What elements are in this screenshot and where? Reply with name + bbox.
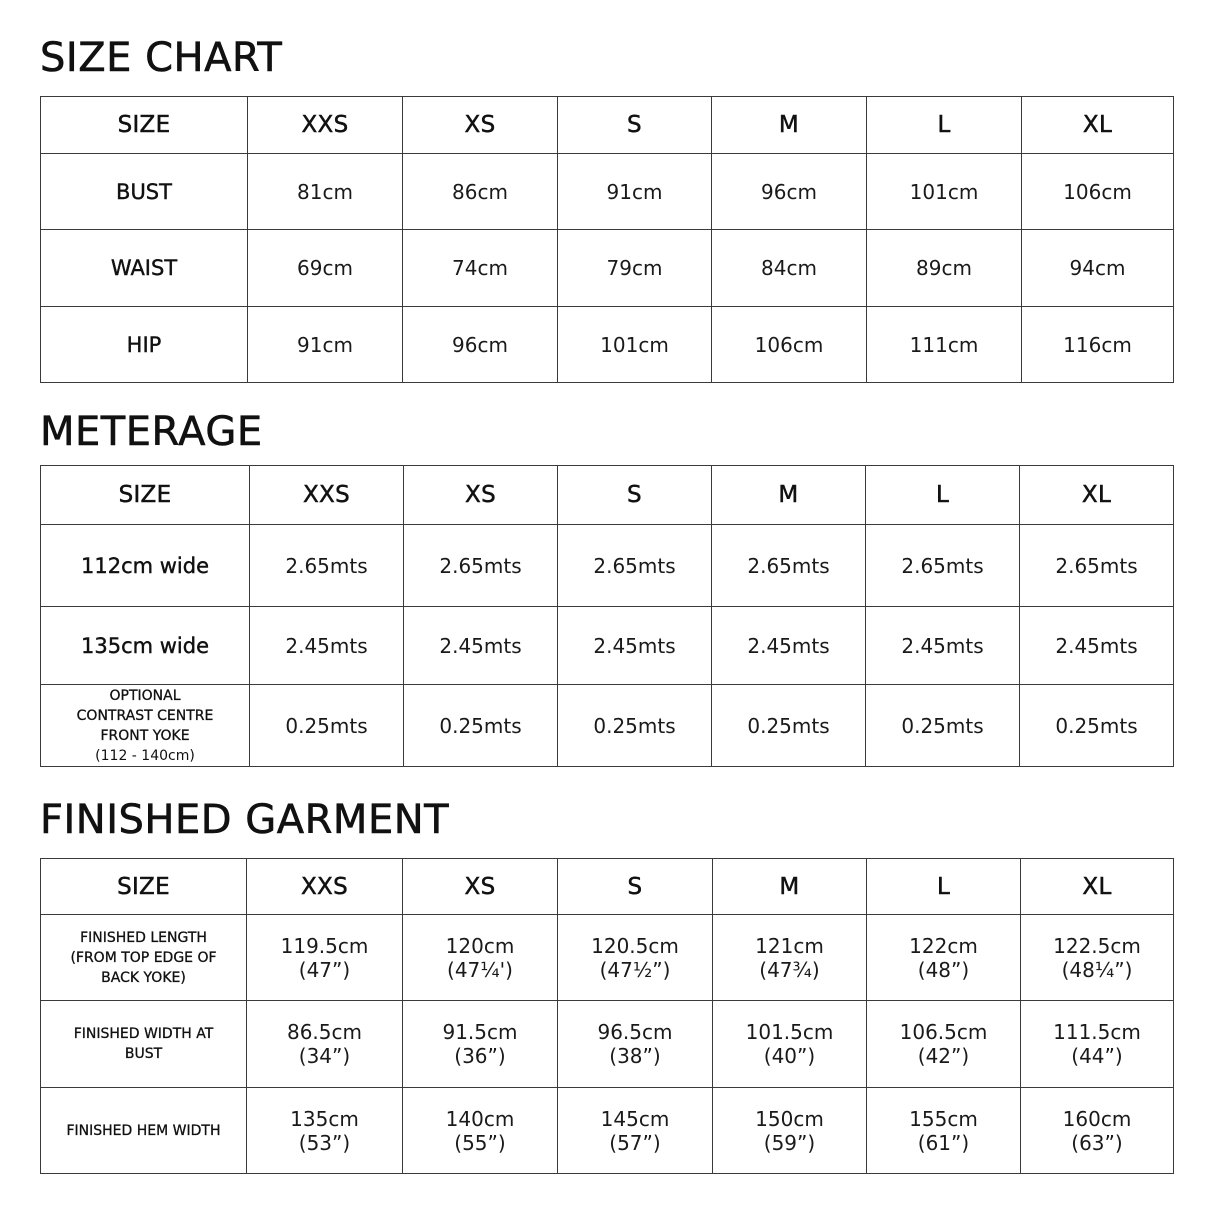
value-cell: 2.65mts xyxy=(404,525,558,607)
table-row-hip xyxy=(41,307,1174,383)
table-row-contrast-yoke xyxy=(41,685,1174,767)
value-cell: 69cm xyxy=(248,230,403,307)
value-cell: 2.45mts xyxy=(712,607,866,685)
value-cell: 0.25mts xyxy=(712,685,866,767)
header-cell-size: SIZE xyxy=(41,859,247,915)
size-chart-title: SIZE CHART xyxy=(40,35,283,81)
value-cell: 89cm xyxy=(867,230,1022,307)
meterage-title: METERAGE xyxy=(40,409,263,455)
header-cell-size: SIZE xyxy=(41,97,248,154)
row-label-finished-hem-width: FINISHED HEM WIDTH xyxy=(41,1088,247,1174)
header-cell-xs: XS xyxy=(404,466,558,525)
value-cell: 101cm xyxy=(558,307,712,383)
row-label-135cm-wide: 135cm wide xyxy=(41,607,250,685)
value-cell: 135cm (53”) xyxy=(247,1088,403,1174)
value-cell: 86.5cm (34”) xyxy=(247,1001,403,1088)
header-cell-l: L xyxy=(867,859,1021,915)
row-label-contrast-yoke: OPTIONAL CONTRAST CENTRE FRONT YOKE (112 - 140cm) xyxy=(41,685,250,767)
value-cell: 122.5cm (48¼”) xyxy=(1021,915,1174,1001)
finished-garment-table xyxy=(40,858,1174,1174)
finished-garment-title: FINISHED GARMENT xyxy=(40,797,450,843)
value-cell: 145cm (57”) xyxy=(558,1088,713,1174)
header-cell-xl: XL xyxy=(1021,859,1174,915)
row-label-112cm-wide: 112cm wide xyxy=(41,525,250,607)
row-label-finished-length: FINISHED LENGTH (FROM TOP EDGE OF BACK YOKE) xyxy=(41,915,247,1001)
value-cell: 74cm xyxy=(403,230,558,307)
header-cell-xs: XS xyxy=(403,97,558,154)
header-cell-xxs: XXS xyxy=(248,97,403,154)
table-row-finished-hem-width xyxy=(41,1088,1174,1174)
value-cell: 2.65mts xyxy=(866,525,1020,607)
value-cell: 155cm (61”) xyxy=(867,1088,1021,1174)
value-cell: 2.45mts xyxy=(866,607,1020,685)
table-row-112cm xyxy=(41,525,1174,607)
table-row-finished-width-bust xyxy=(41,1001,1174,1088)
value-cell: 0.25mts xyxy=(250,685,404,767)
value-cell: 2.45mts xyxy=(558,607,712,685)
meterage-table xyxy=(40,465,1174,767)
value-cell: 0.25mts xyxy=(404,685,558,767)
header-cell-s: S xyxy=(558,859,713,915)
value-cell: 122cm (48”) xyxy=(867,915,1021,1001)
value-cell: 101cm xyxy=(867,154,1022,230)
value-cell: 81cm xyxy=(248,154,403,230)
value-cell: 2.45mts xyxy=(250,607,404,685)
value-cell: 96cm xyxy=(403,307,558,383)
table-row-135cm xyxy=(41,607,1174,685)
header-cell-xxs: XXS xyxy=(247,859,403,915)
value-cell: 101.5cm (40”) xyxy=(713,1001,867,1088)
value-cell: 150cm (59”) xyxy=(713,1088,867,1174)
value-cell: 2.45mts xyxy=(1020,607,1174,685)
header-cell-size: SIZE xyxy=(41,466,250,525)
value-cell: 0.25mts xyxy=(1020,685,1174,767)
header-cell-xxs: XXS xyxy=(250,466,404,525)
row-label-finished-width-bust: FINISHED WIDTH AT BUST xyxy=(41,1001,247,1088)
value-cell: 2.65mts xyxy=(558,525,712,607)
value-cell: 79cm xyxy=(558,230,712,307)
value-cell: 0.25mts xyxy=(866,685,1020,767)
table-row-waist xyxy=(41,230,1174,307)
size-chart-header-row xyxy=(41,97,1174,154)
value-cell: 91.5cm (36”) xyxy=(403,1001,558,1088)
value-cell: 120cm (47¼') xyxy=(403,915,558,1001)
value-cell: 111cm xyxy=(867,307,1022,383)
value-cell: 160cm (63”) xyxy=(1021,1088,1174,1174)
value-cell: 86cm xyxy=(403,154,558,230)
value-cell: 2.65mts xyxy=(1020,525,1174,607)
header-cell-s: S xyxy=(558,97,712,154)
header-cell-xl: XL xyxy=(1022,97,1174,154)
table-row-bust xyxy=(41,154,1174,230)
value-cell: 91cm xyxy=(248,307,403,383)
value-cell: 116cm xyxy=(1022,307,1174,383)
value-cell: 2.65mts xyxy=(712,525,866,607)
value-cell: 91cm xyxy=(558,154,712,230)
header-cell-m: M xyxy=(712,466,866,525)
header-cell-s: S xyxy=(558,466,712,525)
value-cell: 106cm xyxy=(712,307,867,383)
header-cell-m: M xyxy=(712,97,867,154)
value-cell: 111.5cm (44”) xyxy=(1021,1001,1174,1088)
row-label-waist: WAIST xyxy=(41,230,248,307)
value-cell: 106.5cm (42”) xyxy=(867,1001,1021,1088)
value-cell: 119.5cm (47”) xyxy=(247,915,403,1001)
table-row-finished-length xyxy=(41,915,1174,1001)
value-cell: 2.45mts xyxy=(404,607,558,685)
value-cell: 0.25mts xyxy=(558,685,712,767)
row-label-bust: BUST xyxy=(41,154,248,230)
meterage-header-row xyxy=(41,466,1174,525)
header-cell-l: L xyxy=(867,97,1022,154)
header-cell-xl: XL xyxy=(1020,466,1174,525)
header-cell-l: L xyxy=(866,466,1020,525)
finished-header-row xyxy=(41,859,1174,915)
value-cell: 106cm xyxy=(1022,154,1174,230)
value-cell: 84cm xyxy=(712,230,867,307)
header-cell-xs: XS xyxy=(403,859,558,915)
value-cell: 94cm xyxy=(1022,230,1174,307)
value-cell: 2.65mts xyxy=(250,525,404,607)
header-cell-m: M xyxy=(713,859,867,915)
value-cell: 120.5cm (47½”) xyxy=(558,915,713,1001)
value-cell: 121cm (47¾) xyxy=(713,915,867,1001)
value-cell: 96cm xyxy=(712,154,867,230)
size-chart-table xyxy=(40,96,1174,383)
value-cell: 96.5cm (38”) xyxy=(558,1001,713,1088)
value-cell: 140cm (55”) xyxy=(403,1088,558,1174)
row-label-hip: HIP xyxy=(41,307,248,383)
